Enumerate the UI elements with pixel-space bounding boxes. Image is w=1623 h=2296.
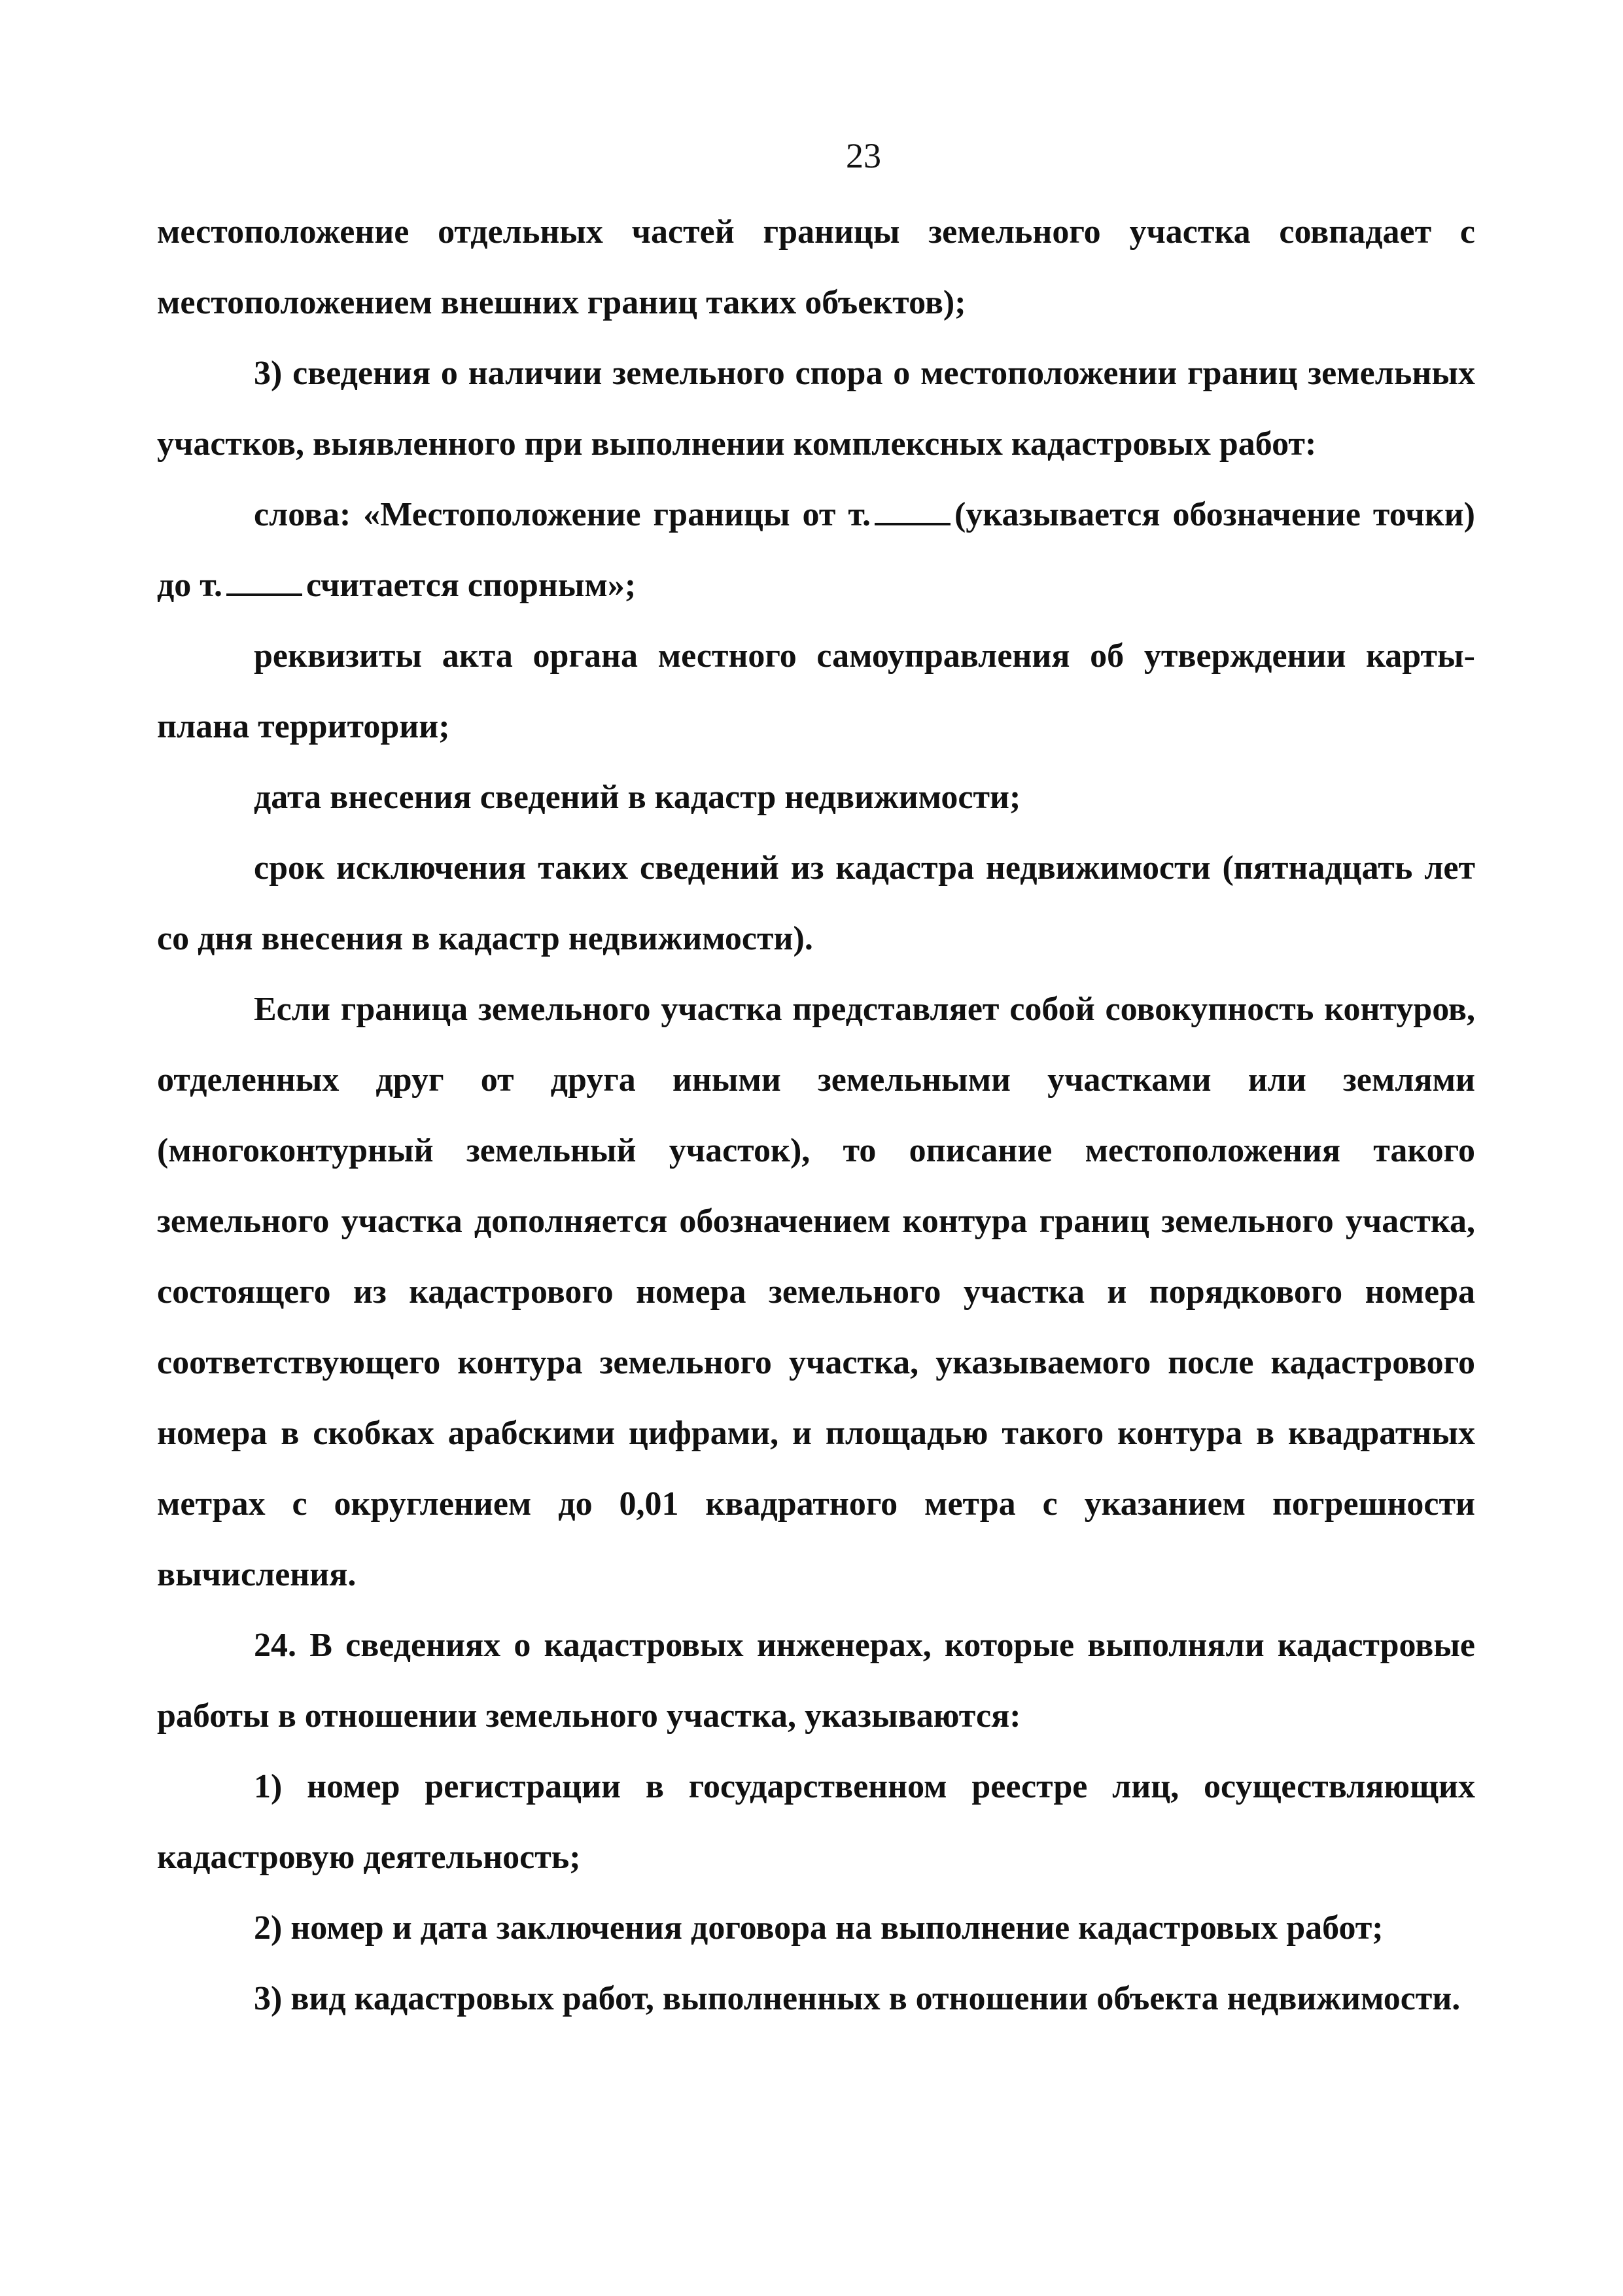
blank-line-1 (875, 497, 951, 525)
blank-line-2 (226, 567, 302, 596)
paragraph-entry-date: дата внесения сведений в кадастр недвижимости; (254, 779, 1021, 816)
paragraph-item-3-work-type: 3) вид кадастровых работ, выполненных в отношении объекта недвижимости. (254, 1980, 1461, 2017)
paragraph-continuation: местоположение отдельных частей границы земельного участка совпадает с местоположением внешних границ таких объектов); (157, 213, 1475, 321)
paragraph-item-2-contract: 2) номер и дата заключения договора на выполнение кадастровых работ; (254, 1909, 1384, 1947)
paragraph-item-1-registration: 1) номер регистрации в государственном реестре лиц, осуществляющих кадастровую деятельность; (157, 1768, 1475, 1876)
paragraph-act-details: реквизиты акта органа местного самоуправления об утверждении карты-плана территории; (157, 637, 1475, 745)
page-number: 23 (846, 136, 881, 175)
words-part-3: считается спорным»; (305, 567, 637, 604)
paragraph-multicontour-parcel: Если граница земельного участка представляет собой совокупность контуров, отделенных друг от друга иными земельными участками или землями (многоконтурный земельный участок), то описание местоположения такого земельного участка дополняется обозначением контура границ земельного участка, состоящего из кадастрового номера земельного участка и порядкового номера соответствующего контура земельного участка, указываемого после кадастрового номера в скобках арабскими цифрами, и площадью такого контура в квадратных метрах с округлением до 0,01 квадратного метра с указанием погрешности вычисления. (157, 991, 1475, 1593)
words-part-1: слова: «Местоположение границы от т. (254, 496, 871, 533)
paragraph-exclusion-term: срок исключения таких сведений из кадастра недвижимости (пятнадцать лет со дня внесения в кадастр недвижимости). (157, 849, 1475, 957)
paragraph-words-disputed-boundary (157, 480, 1475, 621)
paragraph-section-24: 24. В сведениях о кадастровых инженерах, которые выполняли кадастровые работы в отношении земельного участка, указываются: (157, 1627, 1475, 1735)
paragraph-item-3-dispute: 3) сведения о наличии земельного спора о местоположении границ земельных участков, выявленного при выполнении комплексных кадастровых работ: (157, 355, 1475, 463)
words-part-2: (указывается обозначение точки) до т. (157, 496, 1475, 604)
document-body (157, 197, 1475, 2034)
